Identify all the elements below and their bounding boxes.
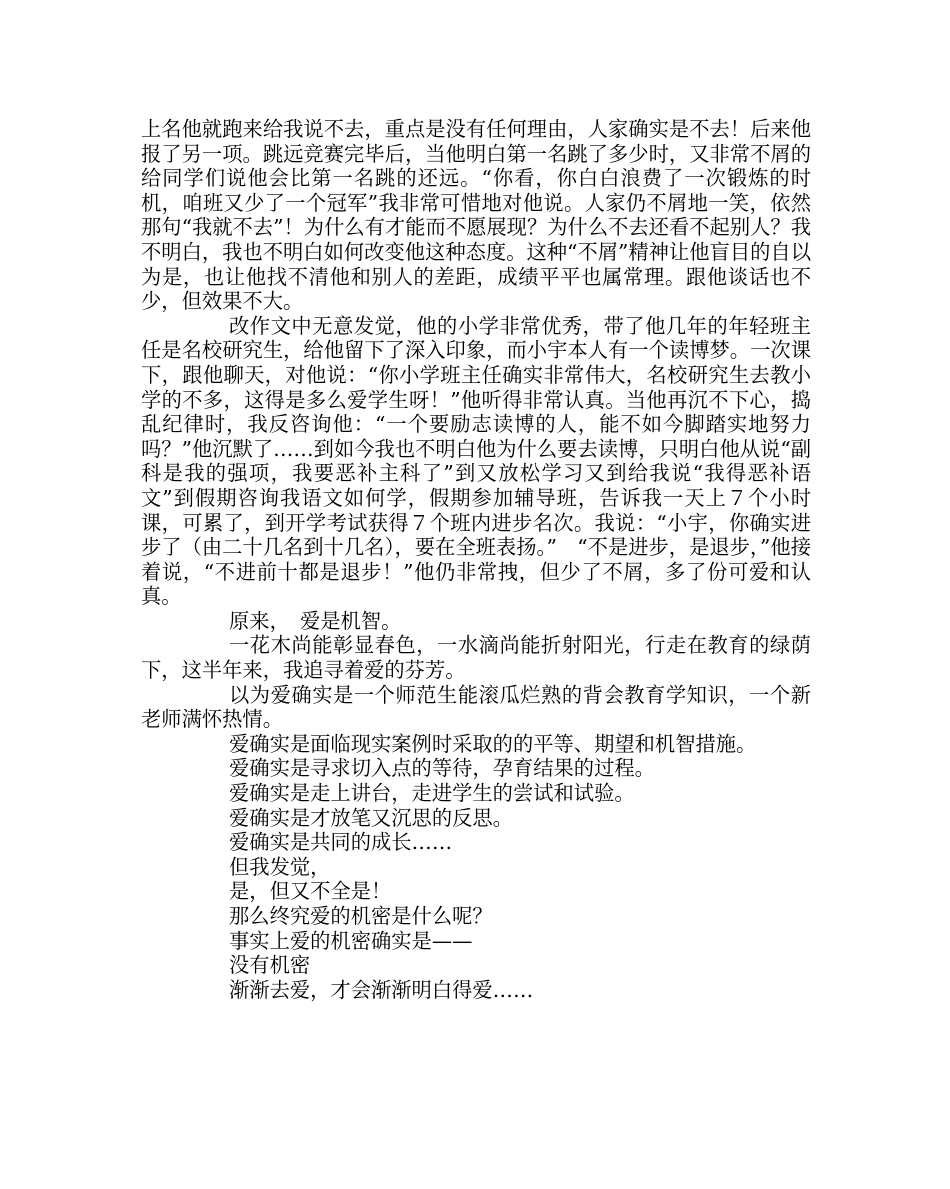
line-question-secret: 那么终究爱的机密是什么呢？: [229, 904, 493, 928]
line-podium: 爱确实是走上讲台，走进学生的尝试和试验。: [229, 781, 635, 806]
paragraph-refusal: 上名他就跑来给我说不去，重点是没有任何理由，人家确实是不去！后来他报了另一项。跳远竞赛完毕后，当他明白第一名跳了多少时，又非常不屑的给同学们说他会比第一名跳的还远。“你看，你白白浪费了一次锻炼的时机，咱班又少了一个冠军”我非常可惜地对他说。人家仍不屑地一笑，依然那句“我就不去”！为什么有才能而不愿展现？为什么不去还看不起别人？我不明白，我也不明白如何改变他这种态度。这种“不屑”精神让他盲目的自以为是，也让他找不清他和别人的差距，成绩平平也属常理。跟他谈话也不少，但效果不大。: [141, 117, 811, 314]
paragraph-green-shade: 一花木尚能彰显春色，一水滴尚能折射阳光，行走在教育的绿荫下，这半年来，我追寻着爱的芬芳。: [141, 633, 811, 683]
line-not-entirely: 是，但又不全是！: [229, 879, 392, 904]
paragraph-love-is-wisdom: 原来， 爱是机智。: [229, 608, 402, 633]
line-gradually-love: 渐渐去爱，才会渐渐明白得爱……: [229, 977, 534, 1002]
line-equality-expectation: 爱确实是面临现实案例时采取的的平等、期望和机智措施。: [229, 731, 757, 756]
paragraph-phd-dream: 改作文中无意发觉，他的小学非常优秀，带了他几年的年轻班主任是名校研究生，给他留下了深入印象，而小宇本人有一个读博梦。一次课下，跟他聊天，对他说：“你小学班主任确实非常伟大，名校研究生去教小学的不多，这得是多么爱学生呀！”他听得非常认真。当他再沉不下心，捣乱纪律时，我反咨询他：“一个要励志读博的人，能不如今脚踏实地努力吗？”他沉默了……到如今我也不明白他为什么要去读博，只明白他从说“副科是我的强项，我要恶补主科了”到又放松学习又到给我说“我得恶补语文”到假期咨询我语文如何学，假期参加辅导班，告诉我一天上７个小时课，可累了，到开学考试获得７个班内进步名次。我说：“小宇，你确实进步了（由二十几名到十几名），要在全班表扬。” “不是进步，是退步，”他接着说，“不进前十都是退步！”他仍非常拽，但少了不屑，多了份可爱和认真。: [141, 313, 811, 609]
line-waiting-process: 爱确实是寻求切入点的等待，孕育结果的过程。: [229, 756, 655, 781]
line-no-secret: 没有机密: [229, 953, 311, 978]
line-secret-is: 事实上爱的机密确实是——: [229, 928, 473, 953]
line-reflection: 爱确实是才放笔又沉思的反思。: [229, 805, 513, 830]
line-but-i-found: 但我发觉，: [229, 854, 331, 879]
document-page: [141, 117, 811, 1002]
line-growth: 爱确实是共同的成长……: [229, 830, 453, 855]
paragraph-new-teacher: 以为爱确实是一个师范生能滚瓜烂熟的背会教育学知识，一个新老师满怀热情。: [141, 682, 811, 732]
